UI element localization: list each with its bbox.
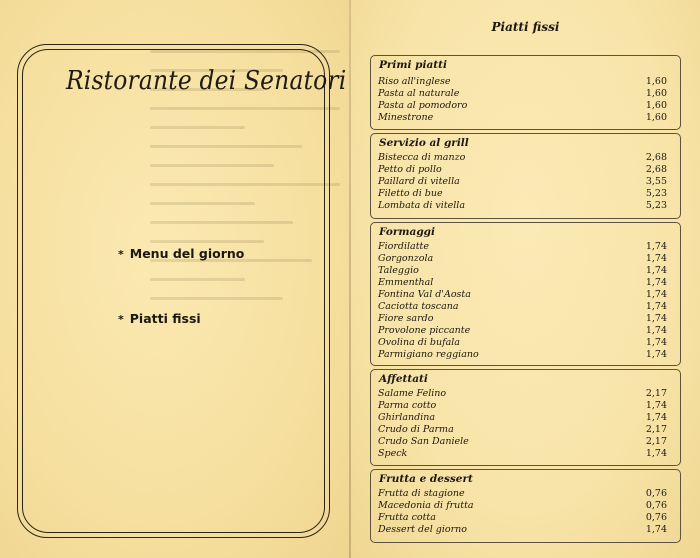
menu-item-row	[378, 265, 667, 277]
menu-item-row	[378, 88, 667, 100]
item-name: Crudo di Parma	[378, 424, 454, 435]
item-name: Paillard di vitella	[378, 176, 460, 187]
section-formaggi	[370, 222, 681, 366]
menu-item-row	[378, 424, 667, 436]
item-price: 1,74	[645, 253, 667, 264]
item-name: Lombata di vitella	[378, 200, 466, 211]
item-price: 1,74	[645, 524, 667, 535]
section-title: Affettati	[379, 373, 428, 385]
item-name: Taleggio	[378, 265, 419, 276]
page-title: Piatti fissi	[491, 20, 560, 34]
item-name: Ovolina di bufala	[378, 337, 460, 348]
item-price: 2,17	[645, 424, 667, 435]
item-price: 1,74	[645, 241, 667, 252]
item-price: 1,74	[645, 400, 667, 411]
item-price: 5,23	[645, 200, 667, 211]
menu-item-row	[378, 100, 667, 112]
menu-item-row	[378, 512, 667, 524]
menu-item-row	[378, 337, 667, 349]
menu-item-row	[378, 313, 667, 325]
item-name: Parma cotto	[378, 400, 437, 411]
section-title: Servizio al grill	[379, 137, 469, 149]
item-price: 3,55	[645, 176, 667, 187]
cover-border-inner	[22, 49, 325, 533]
section-servizio-al-grill	[370, 133, 681, 219]
item-name: Parmigiano reggiano	[378, 349, 479, 360]
menu-item-row	[378, 448, 667, 460]
item-price: 1,74	[645, 265, 667, 276]
menu-item-row	[378, 152, 667, 164]
menu-item-row	[378, 253, 667, 265]
section-title: Frutta e dessert	[379, 473, 473, 485]
item-name: Provolone piccante	[378, 325, 471, 336]
menu-item-row	[378, 488, 667, 500]
menu-item-row	[378, 277, 667, 289]
item-price: 1,74	[645, 289, 667, 300]
menu-item-row	[378, 76, 667, 88]
item-price: 2,17	[645, 388, 667, 399]
item-price: 0,76	[645, 512, 667, 523]
menu-item-row	[378, 524, 667, 536]
item-name: Dessert del giorno	[378, 524, 467, 535]
item-name: Bistecca di manzo	[378, 152, 466, 163]
menu-item-row	[378, 500, 667, 512]
item-price: 0,76	[645, 488, 667, 499]
menu-item-row	[378, 289, 667, 301]
section-title: Primi piatti	[379, 59, 447, 71]
item-price: 1,74	[645, 277, 667, 288]
item-price: 1,74	[645, 349, 667, 360]
menu-item-row	[378, 112, 667, 124]
item-name: Gorgonzola	[378, 253, 434, 264]
menu-item-row	[378, 188, 667, 200]
menu-item-row	[378, 349, 667, 361]
item-name: Fontina Val d'Aosta	[378, 289, 471, 300]
item-price: 5,23	[645, 188, 667, 199]
item-name: Speck	[378, 448, 408, 459]
menu-cover-page	[0, 0, 349, 558]
item-price: 1,74	[645, 412, 667, 423]
item-name: Riso all'inglese	[378, 76, 451, 87]
item-price: 1,74	[645, 325, 667, 336]
menu-item-row	[378, 241, 667, 253]
item-name: Minestrone	[378, 112, 434, 123]
menu-item-row	[378, 164, 667, 176]
item-name: Frutta di stagione	[378, 488, 465, 499]
menu-item-row	[378, 176, 667, 188]
nav-item-label: Piatti fissi	[129, 311, 201, 326]
item-name: Salame Felino	[378, 388, 447, 399]
item-price: 1,74	[645, 337, 667, 348]
item-price: 1,60	[645, 76, 667, 87]
menu-item-row	[378, 301, 667, 313]
item-name: Pasta al naturale	[378, 88, 460, 99]
piatti-fissi-link[interactable]	[118, 311, 201, 326]
item-name: Emmenthal	[378, 277, 434, 288]
bullet-star-icon: *	[118, 313, 124, 326]
piatti-fissi-page	[351, 0, 700, 558]
menu-item-row	[378, 200, 667, 212]
item-price: 1,74	[645, 313, 667, 324]
item-name: Frutta cotta	[378, 512, 436, 523]
nav-item-label: Menu del giorno	[129, 246, 245, 261]
item-name: Fiordilatte	[378, 241, 429, 252]
item-name: Pasta al pomodoro	[378, 100, 468, 111]
item-price: 1,60	[645, 88, 667, 99]
menu-item-row	[378, 388, 667, 400]
item-price: 1,60	[645, 112, 667, 123]
item-name: Petto di pollo	[378, 164, 442, 175]
section-affettati	[370, 369, 681, 466]
item-price: 2,68	[645, 152, 667, 163]
menu-item-row	[378, 400, 667, 412]
item-name: Crudo San Daniele	[378, 436, 469, 447]
item-name: Macedonia di frutta	[378, 500, 474, 511]
item-price: 1,74	[645, 301, 667, 312]
item-name: Caciotta toscana	[378, 301, 459, 312]
item-price: 0,76	[645, 500, 667, 511]
item-price: 2,68	[645, 164, 667, 175]
section-primi-piatti	[370, 55, 681, 130]
restaurant-name: Ristorante dei Senatori	[66, 66, 347, 96]
item-price: 1,74	[645, 448, 667, 459]
item-price: 1,60	[645, 100, 667, 111]
menu-item-row	[378, 412, 667, 424]
menu-item-row	[378, 325, 667, 337]
section-frutta-e-dessert	[370, 469, 681, 543]
bullet-star-icon: *	[118, 248, 124, 261]
item-name: Ghirlandina	[378, 412, 436, 423]
menu-del-giorno-link[interactable]	[118, 246, 244, 261]
menu-item-row	[378, 436, 667, 448]
item-price: 2,17	[645, 436, 667, 447]
item-name: Filetto di bue	[378, 188, 443, 199]
item-name: Fiore sardo	[378, 313, 434, 324]
section-title: Formaggi	[379, 226, 436, 238]
